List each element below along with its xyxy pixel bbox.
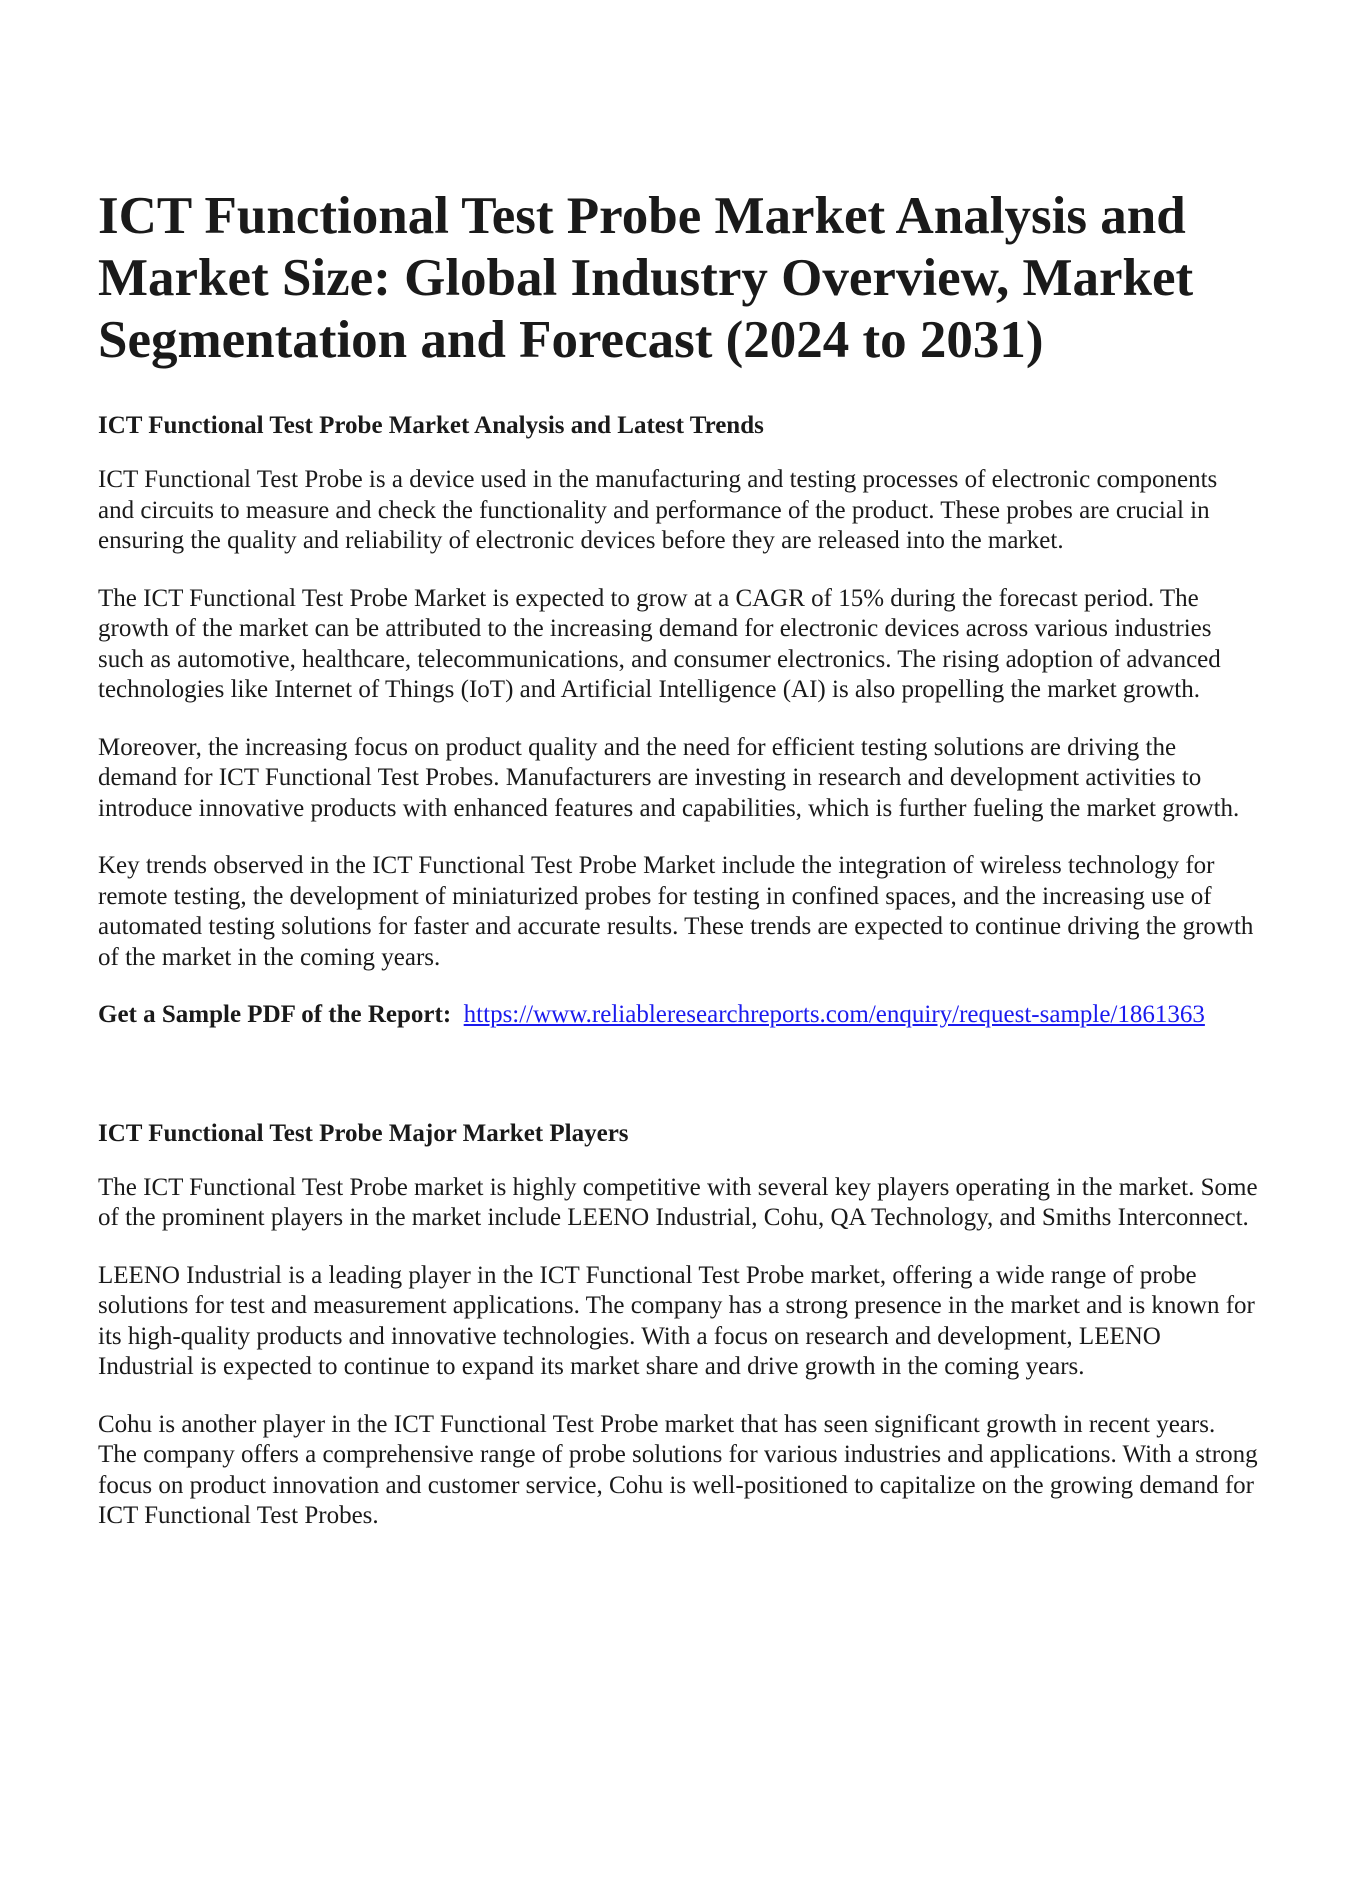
paragraph: The ICT Functional Test Probe Market is expected to grow at a CAGR of 15% during the forecast period. The growth of the market can be attributed to the increasing demand for electronic devices across various industries such as automotive, healthcare, telecommunications, and consumer electronics. The rising adoption of advanced technologies like Internet of Things (IoT) and Artificial Intelligence (AI) is also propelling the market growth. [98, 584, 1221, 703]
paragraph: Key trends observed in the ICT Functional Test Probe Market include the integration of wireless technology for remote testing, the development of miniaturized probes for testing in confined spaces, and the increasing use of automated testing solutions for faster and accurate results. These trends are expected to continue driving the growth of the market in the coming years. [98, 852, 1254, 971]
paragraph: Cohu is another player in the ICT Functional Test Probe market that has seen significant growth in recent years. The company offers a comprehensive range of probe solutions for various industries and applications. With a strong focus on product innovation and customer service, Cohu is well-positioned to capitalize on the growing demand for ICT Functional Test Probes. [98, 1410, 1258, 1529]
sample-report-link[interactable]: https://www.reliableresearchreports.com/enquiry/request-sample/1861363 [463, 1001, 1205, 1028]
paragraph: The ICT Functional Test Probe market is highly competitive with several key players operating in the market. Some of the prominent players in the market include LEENO Industrial, Cohu, QA Technology, and Smiths Interconnect. [98, 1173, 1258, 1231]
sample-label: Get a Sample PDF of the Report: [98, 1001, 452, 1028]
paragraph: Moreover, the increasing focus on product quality and the need for efficient testing solutions are driving the demand for ICT Functional Test Probes. Manufacturers are investing in research and development activities to introduce innovative products with enhanced features and capabilities, which is further fueling the market growth. [98, 733, 1240, 822]
paragraph: ICT Functional Test Probe is a device used in the manufacturing and testing processes of electronic components and circuits to measure and check the functionality and performance of the product. These probes are crucial in ensuring the quality and reliability of electronic devices before they are released into the market. [98, 466, 1218, 554]
sample-request [98, 1000, 1258, 1031]
page-title: ICT Functional Test Probe Market Analysis and Market Size: Global Industry Overview, Market Segmentation and Forecast (2024 to 2031) [98, 187, 1194, 369]
spacer [98, 1031, 1258, 1119]
section-heading-players: ICT Functional Test Probe Major Market Players [98, 1119, 629, 1147]
document-page [98, 185, 1258, 1559]
section-heading-trends: ICT Functional Test Probe Market Analysis and Latest Trends [98, 412, 764, 439]
paragraph: LEENO Industrial is a leading player in the ICT Functional Test Probe market, offering a wide range of probe solutions for test and measurement applications. The company has a strong presence in the market and is known for its high-quality products and innovative technologies. With a focus on research and development, LEENO Industrial is expected to continue to expand its market share and drive growth in the coming years. [98, 1261, 1255, 1380]
